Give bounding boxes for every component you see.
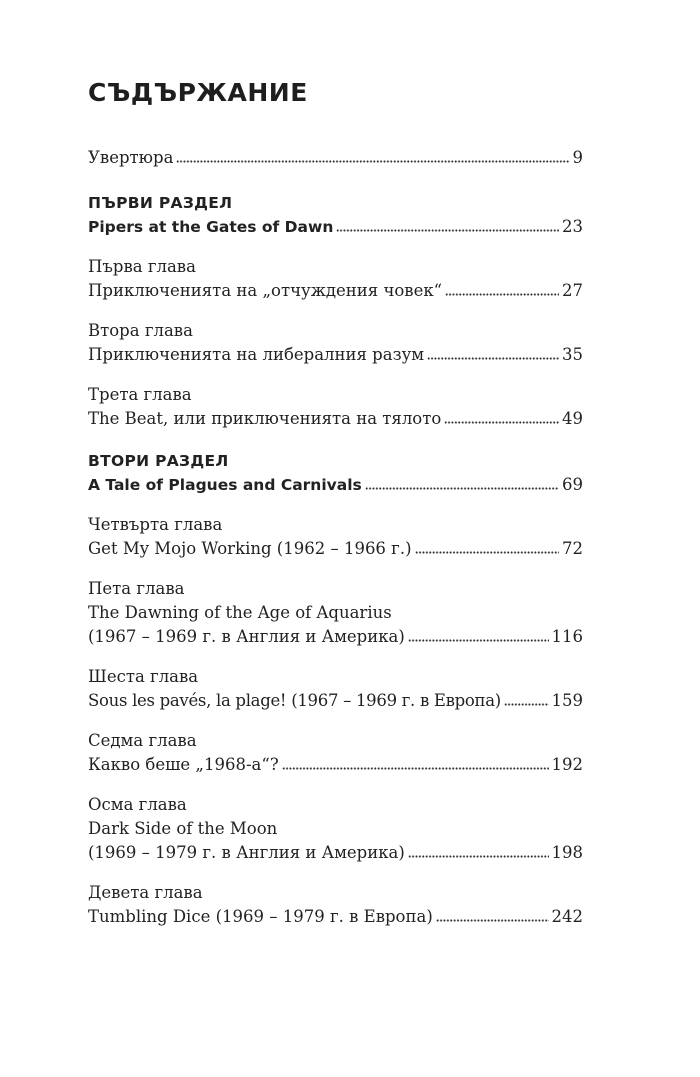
chapter-label: Пета глава [88, 579, 185, 598]
toc-line [88, 215, 583, 239]
part-label: ПЪРВИ РАЗДЕЛ [88, 194, 233, 212]
page-title: СЪДЪРЖАНИЕ [88, 78, 308, 107]
chapter-title: Приключенията на либералния разум [88, 345, 425, 364]
toc-line [88, 753, 583, 777]
page-number: 159 [551, 691, 583, 710]
dot-leader [336, 229, 559, 232]
toc-chapter-8 [88, 793, 583, 865]
toc-line [88, 343, 583, 367]
toc-chapter-9 [88, 881, 583, 929]
chapter-label: Втора глава [88, 321, 193, 340]
table-of-contents [88, 146, 583, 929]
chapter-label: Първа глава [88, 257, 196, 276]
toc-line [88, 279, 583, 303]
toc-part-1 [88, 191, 583, 239]
chapter-title: The Beat, или приключенията на тялото [88, 409, 442, 428]
chapter-label: Трета глава [88, 385, 192, 404]
chapter-title: Какво беше „1968-а“? [88, 755, 279, 774]
toc-chapter-6 [88, 665, 583, 713]
toc-line [88, 537, 583, 561]
toc-chapter-2 [88, 319, 583, 367]
chapter-label: Шеста глава [88, 667, 199, 686]
toc-line [88, 689, 583, 713]
page-number: 69 [562, 475, 583, 494]
page-number: 116 [551, 627, 583, 646]
dot-leader [445, 293, 559, 296]
toc-line [88, 407, 583, 431]
toc-chapter-7 [88, 729, 583, 777]
part-title: A Tale of Plagues and Carnivals [88, 476, 362, 494]
page-number: 35 [562, 345, 583, 364]
entry-title: Увертюра [88, 148, 174, 167]
chapter-subtitle: The Dawning of the Age of Aquarius [88, 603, 392, 622]
chapter-title: Get My Mojo Working (1962 – 1966 г.) [88, 539, 412, 558]
chapter-label: Девета глава [88, 883, 203, 902]
page-number: 242 [551, 907, 583, 926]
toc-line [88, 146, 583, 170]
chapter-label: Седма глава [88, 731, 197, 750]
part-title: Pipers at the Gates of Dawn [88, 218, 334, 236]
toc-chapter-5 [88, 577, 583, 649]
dot-leader [282, 767, 549, 770]
chapter-label: Осма глава [88, 795, 187, 814]
chapter-title: Приключенията на „отчуждения човек“ [88, 281, 443, 300]
chapter-title: (1969 – 1979 г. в Англия и Америка) [88, 843, 405, 862]
dot-leader [444, 421, 559, 424]
toc-part-2 [88, 449, 583, 497]
dot-leader [365, 487, 559, 490]
dot-leader [436, 919, 549, 922]
toc-chapter-1 [88, 255, 583, 303]
dot-leader [408, 855, 549, 858]
page-number: 23 [562, 217, 583, 236]
chapter-title: (1967 – 1969 г. в Англия и Америка) [88, 627, 405, 646]
dot-leader [415, 551, 559, 554]
chapter-title: Tumbling Dice (1969 – 1979 г. в Европа) [88, 907, 433, 926]
toc-chapter-4 [88, 513, 583, 561]
chapter-label: Четвърта глава [88, 515, 223, 534]
toc-line [88, 841, 583, 865]
toc-chapter-3 [88, 383, 583, 431]
dot-leader [176, 160, 569, 163]
dot-leader [427, 357, 559, 360]
page-number: 27 [562, 281, 583, 300]
page-number: 72 [562, 539, 583, 558]
dot-leader [504, 703, 549, 706]
page-number: 9 [572, 148, 583, 167]
page-number: 198 [551, 843, 583, 862]
chapter-subtitle: Dark Side of the Moon [88, 819, 278, 838]
dot-leader [408, 639, 549, 642]
toc-line [88, 905, 583, 929]
page-number: 192 [551, 755, 583, 774]
toc-line [88, 625, 583, 649]
toc-line [88, 473, 583, 497]
page-number: 49 [562, 409, 583, 428]
part-label: ВТОРИ РАЗДЕЛ [88, 452, 229, 470]
toc-entry-overture [88, 146, 583, 170]
chapter-title: Sous les pavés, la plage! (1967 – 1969 г. в Европа) [88, 691, 501, 710]
